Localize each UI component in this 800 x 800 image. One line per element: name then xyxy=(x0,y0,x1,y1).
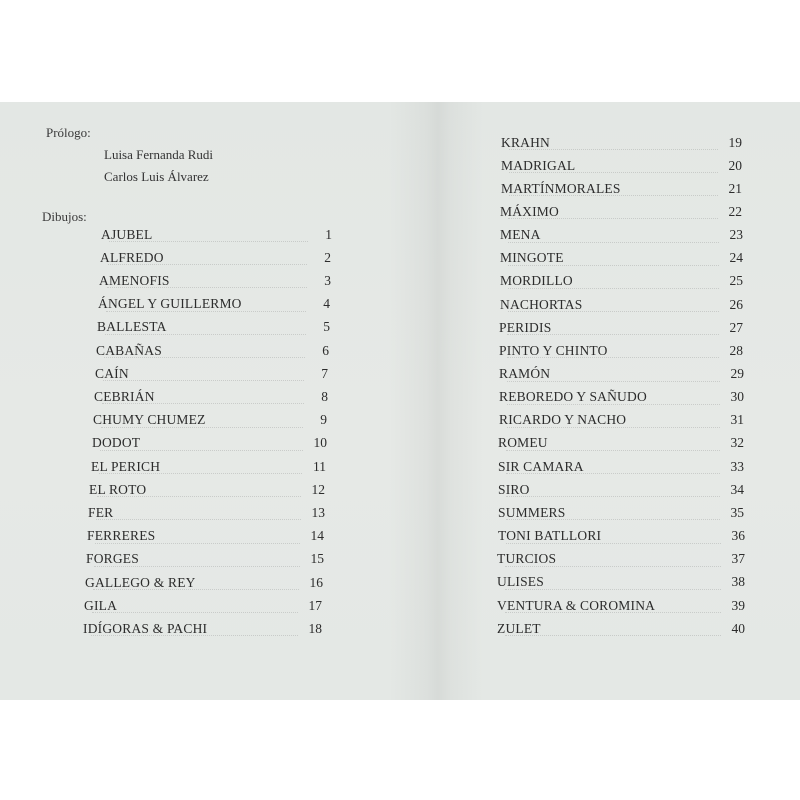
page-number: 10 xyxy=(313,435,327,451)
cartoonist-name: SUMMERS xyxy=(498,504,566,520)
index-entry xyxy=(89,479,325,499)
dot-leader xyxy=(506,450,720,451)
index-entry xyxy=(500,225,743,245)
cartoonist-name: SIR CAMARA xyxy=(498,458,584,474)
drawings-heading: Dibujos: xyxy=(42,209,87,224)
index-entry xyxy=(98,294,330,314)
cartoonist-name: RICARDO Y NACHO xyxy=(499,412,627,428)
index-entry xyxy=(87,526,324,546)
page-number: 8 xyxy=(321,388,328,404)
page-number: 29 xyxy=(730,366,744,381)
page-number: 16 xyxy=(309,574,323,590)
cartoonist-name: RAMÓN xyxy=(499,366,551,381)
index-entry xyxy=(500,201,742,221)
index-entry xyxy=(101,224,332,244)
cartoonist-name: DODOT xyxy=(92,435,141,451)
page-number: 34 xyxy=(730,481,744,497)
index-entry xyxy=(91,456,326,476)
index-entry xyxy=(99,270,331,290)
cartoonist-name: GILA xyxy=(84,597,118,613)
page-number: 6 xyxy=(322,342,329,358)
cartoonist-name: ULISES xyxy=(497,574,544,590)
dot-leader xyxy=(506,496,720,497)
index-entry xyxy=(500,271,743,291)
index-entry xyxy=(498,526,745,546)
page-number: 33 xyxy=(730,458,744,474)
cartoonist-name: MÁXIMO xyxy=(500,203,559,219)
cartoonist-name: FORGES xyxy=(86,551,139,567)
index-entry xyxy=(93,410,327,430)
page-number: 15 xyxy=(310,551,324,567)
page-number: 18 xyxy=(308,620,322,636)
cartoonist-name: PINTO Y CHINTO xyxy=(499,342,608,358)
cartoonist-name: AMENOFIS xyxy=(99,272,170,288)
index-entry xyxy=(497,572,745,592)
cartoonist-name: EL ROTO xyxy=(89,481,147,497)
page-number: 35 xyxy=(730,504,744,520)
page-number: 28 xyxy=(729,342,743,358)
cartoonist-name: FER xyxy=(88,504,114,520)
cartoonist-name: GALLEGO & REY xyxy=(85,574,196,590)
index-entry xyxy=(499,387,744,407)
page-number: 5 xyxy=(323,319,330,335)
index-entry xyxy=(94,386,328,406)
page-number: 26 xyxy=(729,296,743,312)
cartoonist-name: TONI BATLLORI xyxy=(498,528,602,544)
page-number: 31 xyxy=(730,412,744,428)
page-number: 19 xyxy=(728,134,742,150)
page-number: 23 xyxy=(729,227,743,243)
cartoonist-name: ÁNGEL Y GUILLERMO xyxy=(98,296,242,312)
index-entry xyxy=(501,155,742,175)
index-entry xyxy=(95,363,328,383)
page-number: 36 xyxy=(731,528,745,544)
page-number: 37 xyxy=(731,551,745,567)
index-entry xyxy=(84,595,322,615)
cartoonist-name: ALFREDO xyxy=(100,249,164,265)
index-entry xyxy=(499,364,744,384)
page-fold-shadow xyxy=(388,102,484,700)
index-entry xyxy=(497,595,745,615)
page-number: 7 xyxy=(321,365,328,381)
cartoonist-name: AJUBEL xyxy=(101,226,153,242)
index-page xyxy=(0,102,800,700)
index-entry xyxy=(499,317,743,337)
page-number: 12 xyxy=(311,481,325,497)
index-entry xyxy=(497,549,745,569)
index-entry xyxy=(96,340,329,360)
cartoonist-name: ZULET xyxy=(497,620,541,636)
index-entry xyxy=(498,502,744,522)
cartoonist-name: TURCIOS xyxy=(497,551,557,567)
cartoonist-name: MORDILLO xyxy=(500,273,573,289)
page-number: 17 xyxy=(308,597,322,613)
cartoonist-name: VENTURA & COROMINA xyxy=(497,597,656,613)
page-number: 40 xyxy=(731,620,745,636)
page-number: 27 xyxy=(729,319,743,335)
dot-leader xyxy=(96,519,301,520)
index-entry xyxy=(97,317,330,337)
page-number: 25 xyxy=(729,273,743,289)
cartoonist-name: NACHORTAS xyxy=(500,296,583,312)
page-number: 3 xyxy=(324,272,331,288)
cartoonist-name: IDÍGORAS & PACHI xyxy=(83,620,208,636)
cartoonist-name: REBOREDO Y SAÑUDO xyxy=(499,389,647,405)
cartoonist-name: EL PERICH xyxy=(91,458,161,474)
cartoonist-name: CHUMY CHUMEZ xyxy=(93,412,206,428)
prologue-author: Carlos Luis Álvarez xyxy=(104,169,209,184)
page-number: 13 xyxy=(311,504,325,520)
cartoonist-name: CABAÑAS xyxy=(96,342,162,358)
cartoonist-name: SIRO xyxy=(498,481,530,497)
index-entry xyxy=(88,502,325,522)
index-entry xyxy=(498,479,744,499)
index-entry xyxy=(85,572,323,592)
prologue-author: Luisa Fernanda Rudi xyxy=(104,147,214,162)
cartoonist-name: ROMEU xyxy=(498,435,548,451)
cartoonist-name: CAÍN xyxy=(95,365,129,381)
page-number: 24 xyxy=(729,250,743,266)
index-entry xyxy=(499,340,743,360)
index-entry xyxy=(499,410,744,430)
index-entry xyxy=(100,247,331,267)
index-entry xyxy=(500,248,743,268)
page-number: 38 xyxy=(731,574,745,590)
cartoonist-name: MINGOTE xyxy=(500,250,564,266)
page-number: 20 xyxy=(728,157,742,173)
cartoonist-name: MARTÍNMORALES xyxy=(501,180,621,196)
cartoonist-name: BALLESTA xyxy=(97,319,167,335)
page-number: 4 xyxy=(323,296,330,312)
dot-leader xyxy=(508,288,719,289)
index-entry xyxy=(86,549,324,569)
page-number: 21 xyxy=(728,180,742,196)
cartoonist-name: PERIDIS xyxy=(499,319,552,335)
index-entry xyxy=(498,433,744,453)
dot-leader xyxy=(92,612,298,613)
cartoonist-name: MENA xyxy=(500,227,541,243)
cartoonist-name: MADRIGAL xyxy=(501,157,576,173)
cartoonist-name: CEBRIÁN xyxy=(94,388,155,404)
index-entry xyxy=(497,618,745,638)
index-entry xyxy=(500,294,743,314)
page-number: 32 xyxy=(730,435,744,451)
prologue-heading: Prólogo: xyxy=(46,125,91,140)
page-number: 22 xyxy=(728,203,742,219)
page-number: 14 xyxy=(310,528,324,544)
cartoonist-name: FERRERES xyxy=(87,528,156,544)
index-entry xyxy=(501,132,742,152)
dot-leader xyxy=(103,380,304,381)
page-number: 30 xyxy=(730,389,744,405)
page-number: 1 xyxy=(325,226,332,242)
page-number: 39 xyxy=(731,597,745,613)
cartoonist-name: KRAHN xyxy=(501,134,551,150)
index-entry xyxy=(501,178,742,198)
index-entry xyxy=(498,456,744,476)
page-number: 11 xyxy=(313,458,326,474)
page-number: 2 xyxy=(324,249,331,265)
index-entry xyxy=(83,618,322,638)
page-number: 9 xyxy=(320,412,327,428)
index-entry xyxy=(92,433,327,453)
